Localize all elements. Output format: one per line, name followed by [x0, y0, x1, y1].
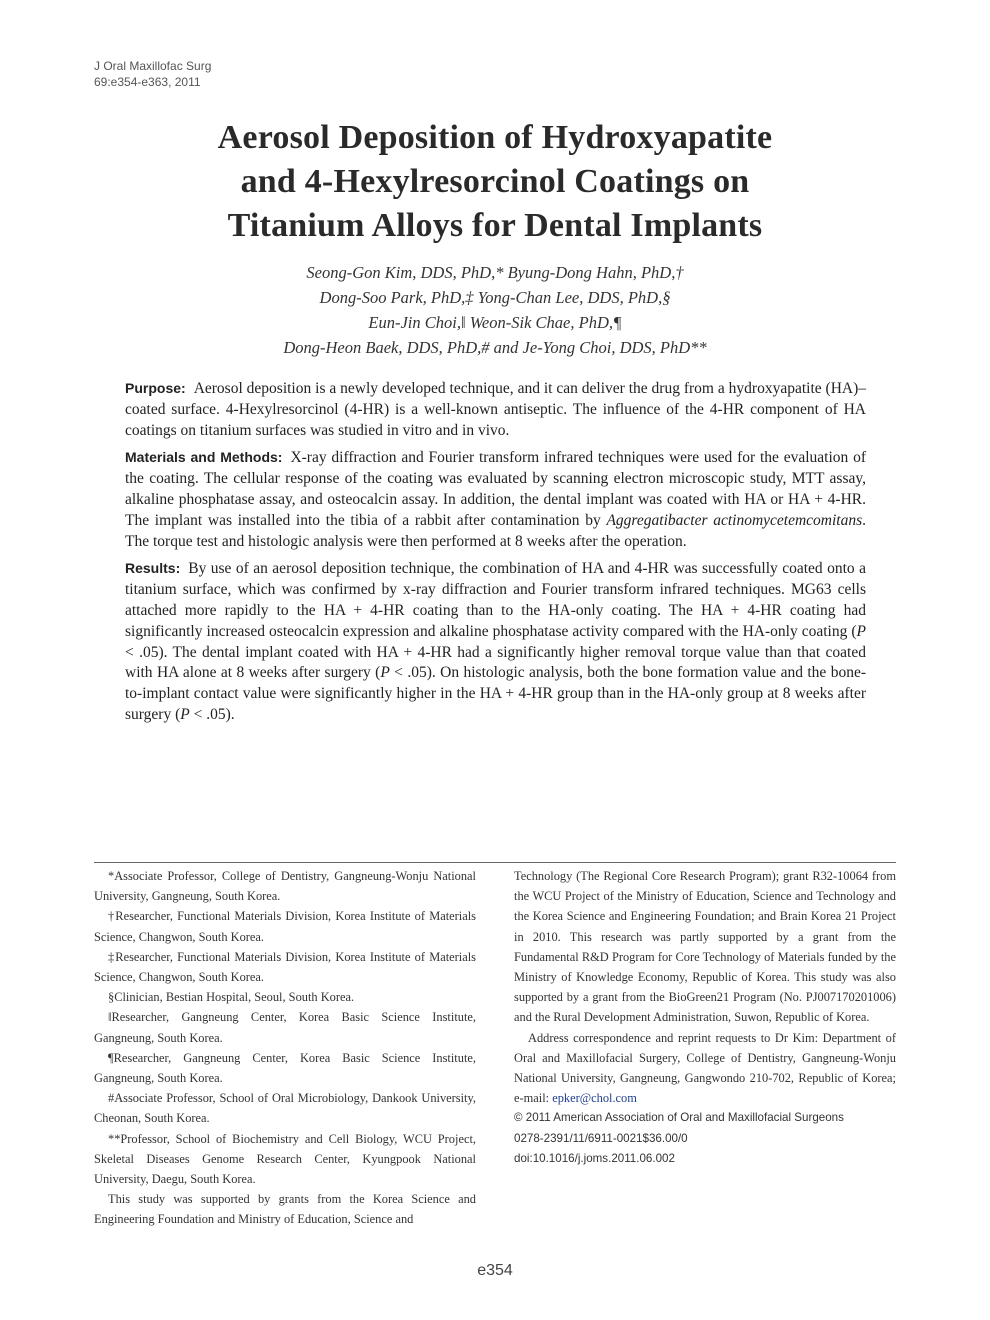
- correspondence-address: Address correspondence and reprint requests to Dr Kim: Department of Oral and Maxillofacial Surgery, College of Dentistry, Gangneung-Wonju National University, Gangneung, Gangwondo 210-702, Republic of Korea; e-mail:: [514, 1030, 896, 1106]
- footnote-affiliation: ¶Researcher, Gangneung Center, Korea Basic Science Institute, Gangneung, South Korea.: [94, 1050, 476, 1086]
- journal-volume-pages: 69:e354-e363, 2011: [94, 75, 201, 89]
- doi-line[interactable]: doi:10.1016/j.joms.2011.06.002: [514, 1151, 675, 1165]
- footnote-correspondence: [514, 1028, 896, 1109]
- results-text-cont: < .05). The dental implant coated with HA + 4-HR had a significantly higher removal torque value than that coated with HA alone at 8 weeks after surgery (: [125, 643, 866, 682]
- footnote-affiliation: *Associate Professor, College of Dentistry, Gangneung-Wonju National University, Gangneung, South Korea.: [94, 869, 476, 904]
- p-symbol: P: [180, 705, 190, 723]
- footnote-funding: This study was supported by grants from the Korea Science and Engineering Foundation and Ministry of Education, Science and: [94, 1192, 476, 1227]
- page-number: e354: [477, 1262, 513, 1279]
- journal-citation: [94, 58, 211, 90]
- author-line: Dong-Heon Baek, DDS, PhD,# and Je-Yong Choi, DDS, PhD**: [283, 338, 707, 357]
- author-line: Seong-Gon Kim, DDS, PhD,* Byung-Dong Hahn, PhD,†: [306, 263, 684, 282]
- results-text: By use of an aerosol deposition technique, the combination of HA and 4-HR was successfully coated onto a titanium surface, which was confirmed by x-ray diffraction and Fourier transform infrared techniques. MG63 cells attached more rapidly to the HA + 4-HR coating than to the HA-only coating. The HA + 4-HR coating had significantly increased osteocalcin expression and alkaline phosphatase activity compared with the HA-only coating (: [125, 560, 866, 640]
- author-list: [120, 260, 870, 360]
- abstract-results: [125, 558, 866, 725]
- p-symbol: P: [380, 664, 390, 682]
- methods-text-cont: . The torque test and histologic analysis were then performed at 8 weeks after the operation.: [125, 511, 866, 550]
- correspondence-email[interactable]: epker@chol.com: [552, 1091, 637, 1106]
- footnote-affiliation: ‡Researcher, Functional Materials Division, Korea Institute of Materials Science, Changwon, South Korea.: [94, 949, 476, 985]
- title-line: Titanium Alloys for Dental Implants: [227, 207, 763, 244]
- footnotes-left-column: [94, 866, 476, 1230]
- results-text-end: < .05).: [189, 705, 235, 723]
- methods-label: Materials and Methods:: [125, 449, 283, 466]
- footnotes-right-column: [514, 866, 896, 1169]
- footnote-affiliation: #Associate Professor, School of Oral Microbiology, Dankook University, Cheonan, South Korea.: [94, 1091, 476, 1126]
- author-line: Eun-Jin Choi,‖ Weon-Sik Chae, PhD,¶: [368, 313, 622, 332]
- footnote-affiliation: §Clinician, Bestian Hospital, Seoul, South Korea.: [108, 990, 355, 1005]
- author-line: Dong-Soo Park, PhD,‡ Yong-Chan Lee, DDS, PhD,§: [319, 288, 671, 307]
- abstract-methods: [125, 447, 866, 552]
- journal-name: J Oral Maxillofac Surg: [94, 59, 212, 73]
- bacteria-name: Aggregatibacter actinomycetemcomitans: [606, 511, 863, 529]
- issn-code: 0278-2391/11/6911-0021$36.00/0: [514, 1131, 688, 1145]
- abstract: [125, 378, 866, 732]
- purpose-text: Aerosol deposition is a newly developed technique, and it can deliver the drug from a hydroxyapatite (HA)– coated surface. 4-Hexylresorcinol (4-HR) is a well-known antiseptic. The influence of the 4-HR component of HA coatings on titanium surfaces was studied in vitro and in vivo.: [125, 380, 866, 439]
- results-text-cont: < .05). On histologic analysis, both the bone formation value and the bone-to-implant contact value were significantly higher in the HA + 4-HR group than in the HA-only group at 8 weeks after surgery (: [125, 664, 866, 723]
- results-label: Results:: [125, 560, 181, 577]
- title-line: Aerosol Deposition of Hydroxyapatite: [217, 119, 773, 156]
- p-symbol: P: [856, 622, 866, 640]
- methods-text: X-ray diffraction and Fourier transform infrared techniques were used for the evaluation of the coating. The cellular response of the coating was evaluated by scanning electron microscopic study, MTT assay, alkaline phosphatase assay, and osteocalcin assay. In addition, the dental implant was coated with HA or HA + 4-HR. The implant was installed into the tibia of a rabbit after contamination by: [125, 449, 866, 529]
- purpose-label: Purpose:: [125, 380, 186, 396]
- article-title: [120, 116, 870, 248]
- footnote-affiliation: **Professor, School of Biochemistry and Cell Biology, WCU Project, Skeletal Diseases Genome Research Center, Kyungpook National University, Daegu, South Korea.: [94, 1131, 476, 1187]
- copyright-line: © 2011 American Association of Oral and Maxillofacial Surgeons: [514, 1111, 844, 1125]
- footnote-affiliation: †Researcher, Functional Materials Division, Korea Institute of Materials Science, Changwon, South Korea.: [94, 909, 476, 944]
- footnote-divider: [94, 862, 896, 863]
- abstract-purpose: [125, 378, 866, 441]
- footnote-funding-cont: Technology (The Regional Core Research Program); grant R32-10064 from the WCU Project of the Ministry of Education, Science and Technology and the Korea Science and Engineering Foundation; and Brain Korea 21 Project in 2010. This research was partly supported by a grant from the Fundamental R&D Program for Core Technology of Materials funded by the Ministry of Knowledge Economy, Republic of Korea. This study was also supported by a grant from the BioGreen21 Program (No. PJ007170201006) and the Rural Development Administration, Suwon, Republic of Korea.: [514, 869, 896, 1025]
- footnote-affiliation: ‖Researcher, Gangneung Center, Korea Basic Science Institute, Gangneung, South Korea.: [94, 1010, 476, 1045]
- title-line: and 4-Hexylresorcinol Coatings on: [240, 163, 750, 200]
